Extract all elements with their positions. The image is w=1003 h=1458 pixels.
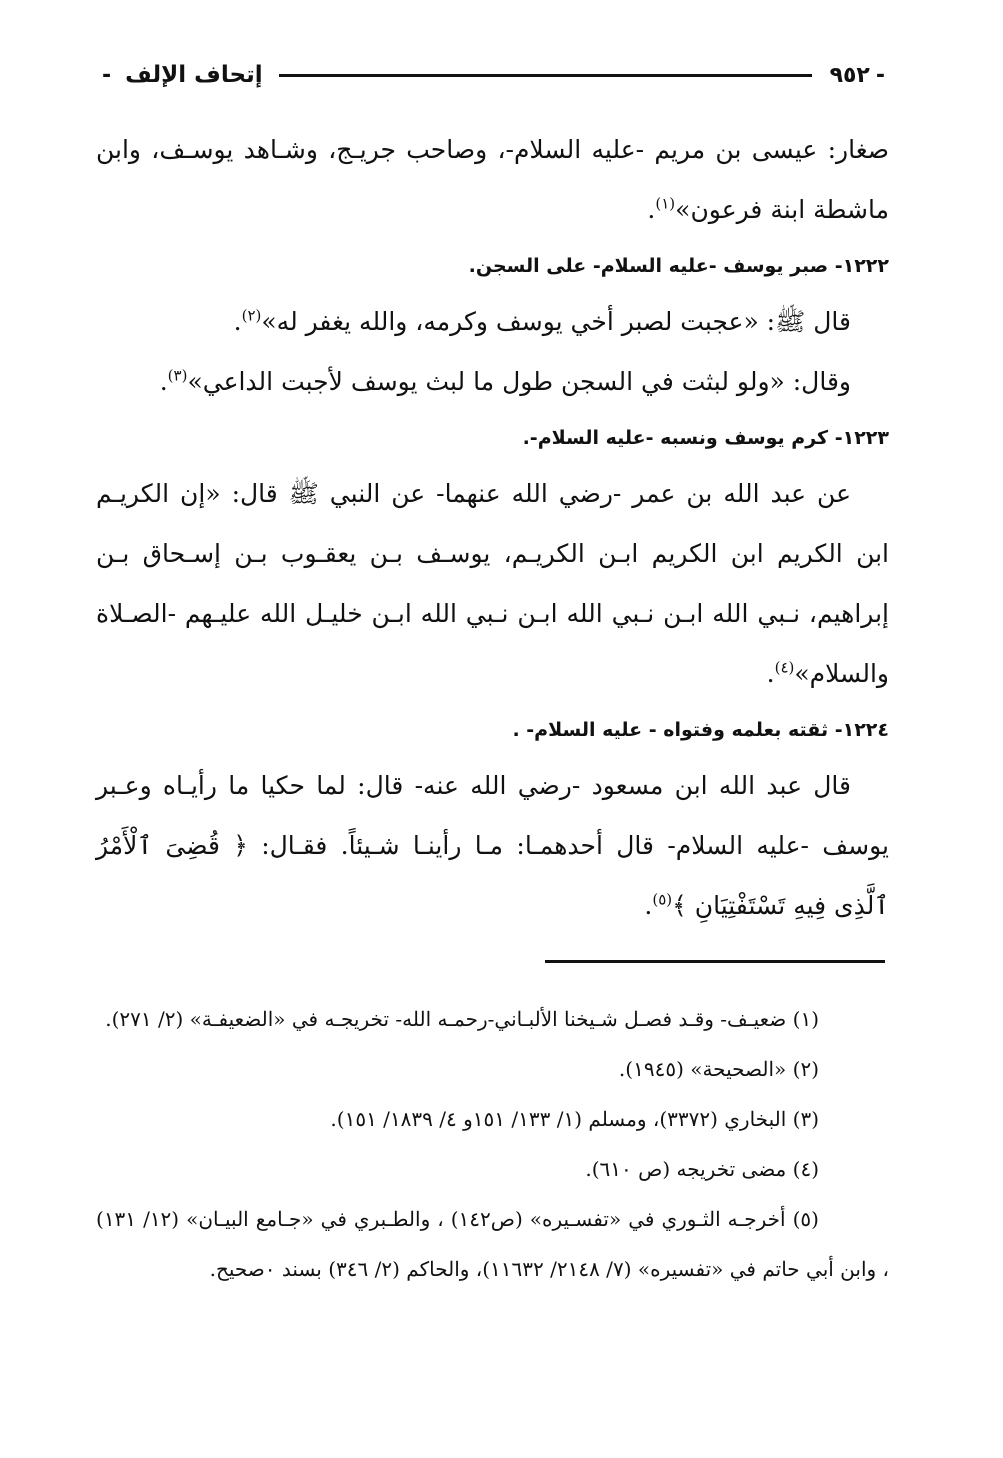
section-heading-1224: ١٢٢٤- ثقته بعلمه وفتواه - عليه السلام- . <box>512 719 889 741</box>
page-header <box>96 58 891 92</box>
intro-line: صغار: عيسى بن مريم -عليه السلام-، وصاحب جريـج، وشـاهد يوسـف، <box>151 135 889 164</box>
header-dash-left: - <box>102 62 112 88</box>
header-dash-right: - <box>875 62 885 88</box>
footnote-ref-3: (٣) <box>167 366 188 385</box>
footnote-2: (٢) «الصحيحة» (١٩٤٥). <box>618 1057 819 1081</box>
footnote-3: (٣) البخاري (٣٣٧٢)، ومسلم (١/ ١٣٣/ ١٥١و ٤/ ١٨٣٩/ ١٥١). <box>330 1107 819 1131</box>
intro-paragraph: صغار: عيسى بن مريم -عليه السلام-، وصاحب جريـج، وشـاهد يوسـف، وابن ماشطة ابنة فرعون»$^{(١)}$. <box>96 135 889 224</box>
section-heading-1223: ١٢٢٣- كرم يوسف ونسبه -عليه السلام-. <box>522 427 889 449</box>
paragraph-1223: عن عبد الله بن عمر -رضي الله عنهما- عن النبي ﷺ قال: «إن الكريـم ابن الكريم ابن الكريم ابـن الكريـم، يوسـف بـن يعقـوب بـن إسـحاق بـن إبراهيم، نـبي الله ابـن نـبي الله ابـن نـبي الله ابـن خليـل الله عليـهم -الصـلاة والسلام»$^{(٤)}$. <box>96 479 889 688</box>
paragraph-1222-a: قال ﷺ: «عجبت لصبر أخي يوسف وكرمه، والله يغفر له»$^{(٢)}$. <box>233 306 851 336</box>
text-1223: عن عبد الله بن عمر -رضي الله عنهما- عن النبي ﷺ قال: «إن الكريـم ابن الكريم ابن الكريم ابـن الكريـم، يوسـف بـن يعقـوب بـن إسـحاق بـن إبراهيم، نـبي الله ابـن نـبي الله ابـن نـبي الله ابـن خليـل الله عليـهم -الصـلاة والسلام» <box>96 479 889 688</box>
book-title: إتحاف الإلف <box>125 62 263 88</box>
page-number: ٩٥٢ <box>829 62 870 88</box>
text-1222-a: قال ﷺ: «عجبت لصبر أخي يوسف وكرمه، والله يغفر له» <box>261 307 851 336</box>
text-1224: قال عبد الله ابن مسعود -رضي الله عنه- قال: لما حكيا ما رأيـاه وعـبر يوسف -عليه السلام- قال أحدهمـا: مـا رأينـا شـيئاً. فقـال: ﴿ قُضِىَ ٱلْأَمْرُ ٱلَّذِى فِيهِ تَسْتَفْتِيَانِ ﴾ <box>96 771 889 920</box>
footnote-5: (٥) أخرجـه الثـوري في «تفسـيره» (ص١٤٢) ، والطـبري في «جـامع البيـان» (١٢/ ١٣١) ، وابن أبي حاتم في «تفسيره» (٧/ ٢١٤٨/ ١١٦٣٢)، والحاكم (٢/ ٣٤٦) بسند ٠صحيح. <box>96 1207 889 1281</box>
paragraph-1224: قال عبد الله ابن مسعود -رضي الله عنه- قال: لما حكيا ما رأيـاه وعـبر يوسف -عليه السلام- قال أحدهمـا: مـا رأينـا شـيئاً. فقـال: ﴿ قُضِىَ ٱلْأَمْرُ ٱلَّذِى فِيهِ تَسْتَفْتِيَانِ ﴾$^{(٥)}$. <box>96 771 889 920</box>
footnote-ref-5: (٥) <box>652 890 673 909</box>
header-rule <box>279 74 812 77</box>
footnote-ref-2: (٢) <box>241 306 262 325</box>
footnote-ref-4: (٤) <box>774 658 795 677</box>
footnote-ref-1: (١) <box>655 194 676 213</box>
main-text <box>96 120 889 936</box>
section-heading-1222: ١٢٢٢- صبر يوسف -عليه السلام- على السجن. <box>468 255 889 277</box>
text-1222-b: وقال: «ولو لبثت في السجن طول ما لبث يوسف لأجبت الداعي» <box>187 367 851 396</box>
footnote-4: (٤) مضى تخريجه (ص ٦١٠). <box>585 1157 819 1181</box>
intro-end: وابن ماشطة ابنة فرعون» <box>96 135 889 224</box>
footnote-separator <box>545 960 885 963</box>
paragraph-1222-b: وقال: «ولو لبثت في السجن طول ما لبث يوسف لأجبت الداعي»$^{(٣)}$. <box>159 366 851 396</box>
footnotes <box>96 994 889 1294</box>
footnote-1: (١) ضعيـف- وقـد فصـل شـيخنا الألبـاني-رحمـه الله- تخريجـه في «الضعيفـة» (٢/ ٢٧١). <box>105 1007 819 1031</box>
